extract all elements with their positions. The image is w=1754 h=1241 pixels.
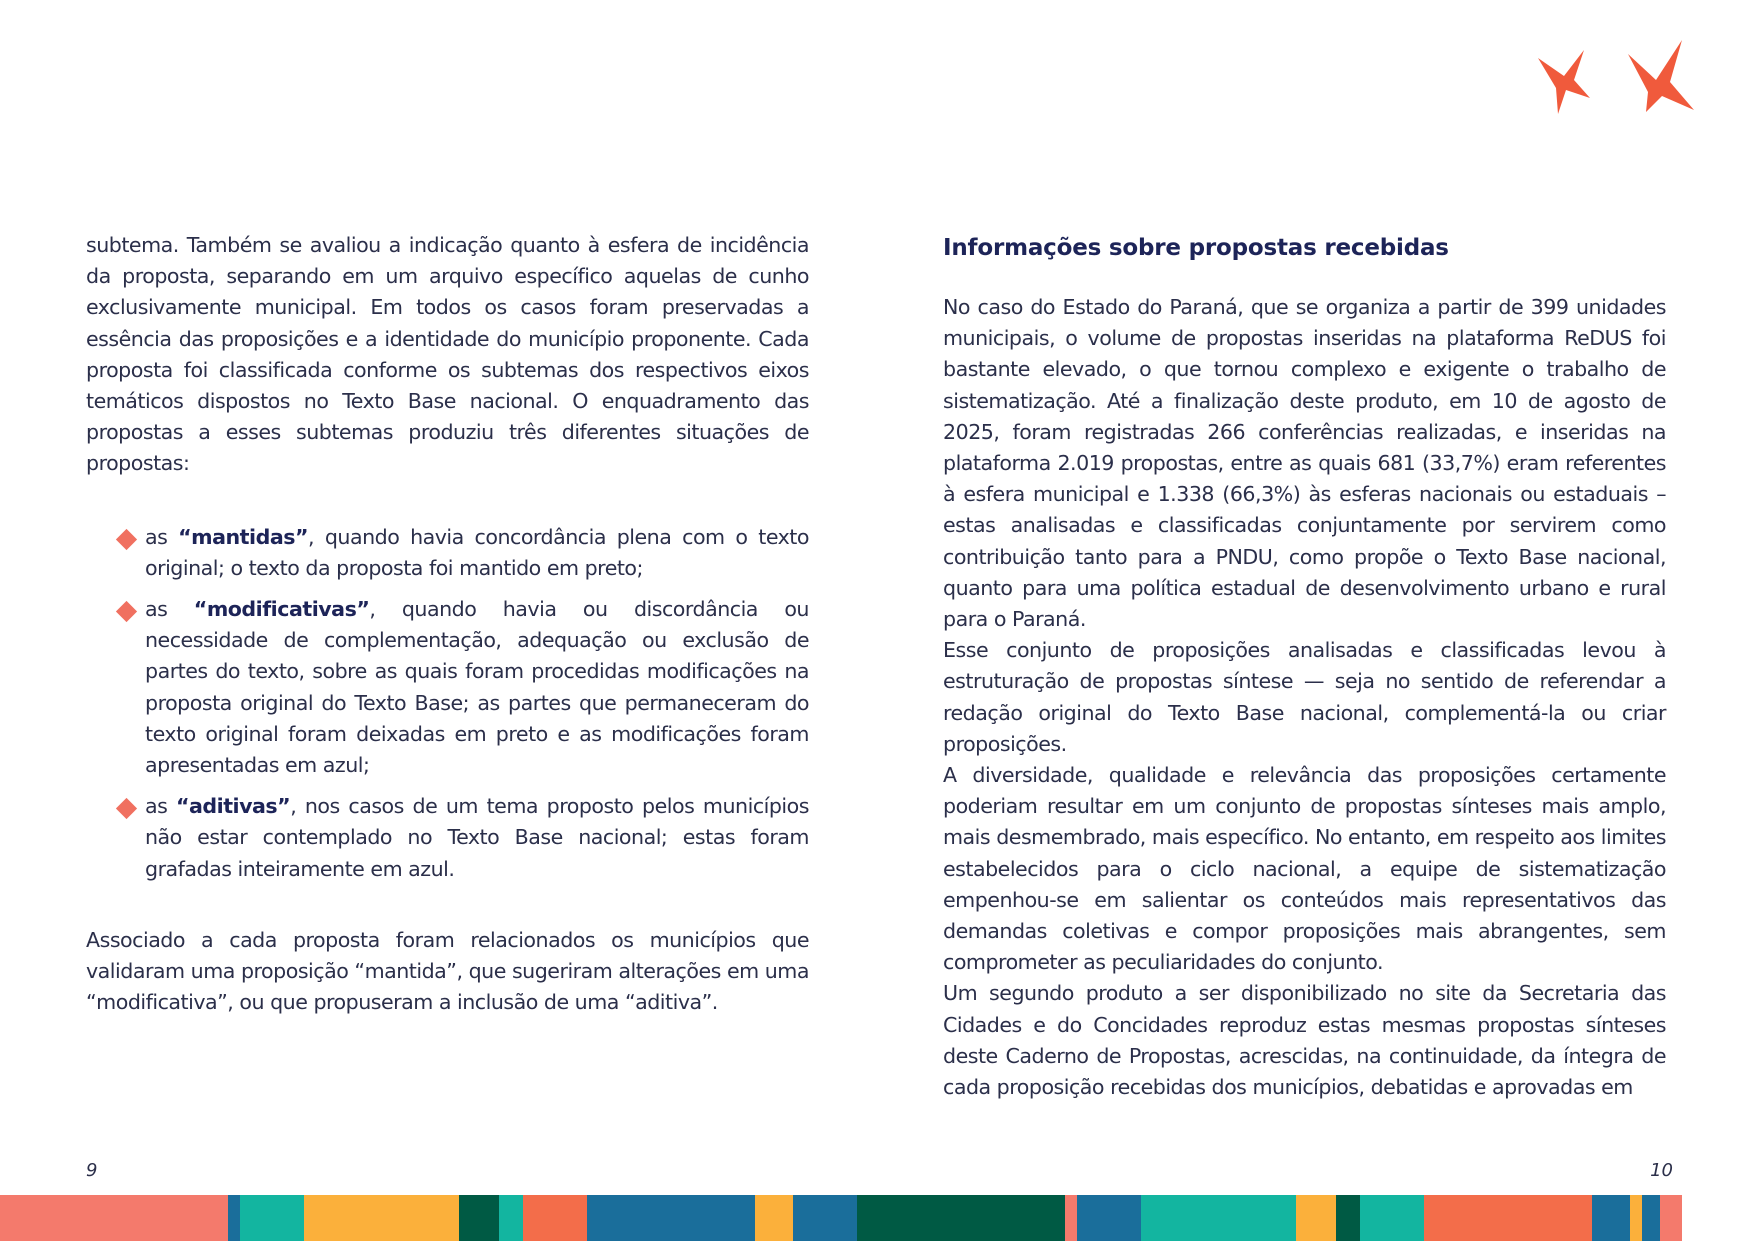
stripe-segment xyxy=(1077,1195,1141,1241)
list-item: as “mantidas”, quando havia concordância plena com o texto original; o texto da proposta foi mantido em preto; xyxy=(86,522,809,584)
stripe-segment xyxy=(1296,1195,1336,1241)
stripe-segment xyxy=(793,1195,857,1241)
stripe-segment xyxy=(1141,1195,1296,1241)
closing-paragraph: Associado a cada proposta foram relacionados os municípios que validaram uma proposição “mantida”, que sugeriram alterações em uma “modificativa”, ou que propuseram a inclusão de uma “aditiva”. xyxy=(86,927,809,1015)
bird-logo-icon xyxy=(1530,36,1720,126)
stripe-segment xyxy=(228,1195,240,1241)
paragraph: A diversidade, qualidade e relevância das proposições certamente poderiam resultar em um conjunto de propostas sínteses mais amplo, mais desmembrado, mais específico. No entanto, em respeito aos limites estabelecidos para o ciclo nacional, a equipe de sistematização empenhou-se em salientar os conteúdos mais representativos das demandas coletivas e compor proposições mais abrangentes, sem comprometer as peculiaridades do conjunto. xyxy=(943,763,1666,975)
diamond-bullet-icon xyxy=(116,798,137,819)
stripe-segment xyxy=(1065,1195,1077,1241)
stripe-segment xyxy=(459,1195,499,1241)
right-page xyxy=(877,0,1754,1241)
stripe-segment xyxy=(1592,1195,1630,1241)
diamond-bullet-icon xyxy=(116,529,137,550)
paragraph: No caso do Estado do Paraná, que se organiza a partir de 399 unidades municipais, o volume de propostas inseridas na plataforma ReDUS foi bastante elevado, o que tornou complexo e exigente o trabalho de sistematização. Até a finalização deste produto, em 10 de agosto de 2025, foram registradas 266 conferências realizadas, e inseridas na plataforma 2.019 propostas, entre as quais 681 (33,7%) eram referentes à esfera municipal e 1.338 (66,3%) às esferas nacionais ou estaduais – estas analisadas e classificadas conjuntamente por servirem como contribuição tanto para a PNDU, como propõe o Texto Base nacional, quanto para uma política estadual de desenvolvimento urbano e rural para o Paraná. xyxy=(943,295,1666,632)
stripe-segment xyxy=(523,1195,587,1241)
stripe-segment xyxy=(755,1195,793,1241)
stripe-segment xyxy=(1424,1195,1592,1241)
right-column xyxy=(943,232,1666,1103)
proposal-types-list xyxy=(86,522,809,885)
page-number-right: 10 xyxy=(1650,1160,1673,1181)
intro-paragraph: subtema. Também se avaliou a indicação quanto à esfera de incidência da proposta, separando em um arquivo específico aquelas de cunho exclusivamente municipal. Em todos os casos foram preservadas a essência das proposições e a identidade do município proponente. Cada proposta foi classificada conforme os subtemas dos respectivos eixos temáticos dispostos no Texto Base nacional. O enquadramento das propostas a esses subtemas produziu três diferentes situações de propostas: xyxy=(86,233,809,476)
diamond-bullet-icon xyxy=(116,601,137,622)
page-number-left: 9 xyxy=(86,1160,98,1181)
stripe-segment xyxy=(304,1195,459,1241)
stripe-segment xyxy=(240,1195,304,1241)
stripe-segment xyxy=(1360,1195,1424,1241)
stripe-segment xyxy=(1660,1195,1682,1241)
stripe-segment xyxy=(1642,1195,1660,1241)
stripe-segment xyxy=(0,1195,228,1241)
stripe-segment xyxy=(1630,1195,1642,1241)
stripe-segment xyxy=(587,1195,755,1241)
stripe-segment xyxy=(1336,1195,1360,1241)
color-stripe-footer xyxy=(0,1195,1754,1241)
list-item: as “aditivas”, nos casos de um tema proposto pelos municípios não estar contemplado no Texto Base nacional; estas foram grafadas inteiramente em azul. xyxy=(86,791,809,885)
stripe-segment xyxy=(499,1195,523,1241)
left-column xyxy=(86,230,809,1018)
section-heading: Informações sobre propostas recebidas xyxy=(943,235,1449,261)
paragraph: Um segundo produto a ser disponibilizado no site da Secretaria das Cidades e do Concidades reproduz estas mesmas propostas sínteses deste Caderno de Propostas, acrescidas, na continuidade, da íntegra de cada proposição recebidas dos municípios, debatidas e aprovadas em xyxy=(943,981,1666,1100)
paragraph: Esse conjunto de proposições analisadas e classificadas levou à estruturação de propostas síntese — seja no sentido de referendar a redação original do Texto Base nacional, complementá-la ou criar proposições. xyxy=(943,638,1666,756)
stripe-segment xyxy=(857,1195,1065,1241)
list-item: as “modificativas”, quando havia ou discordância ou necessidade de complementação, adequação ou exclusão de partes do texto, sobre as quais foram procedidas modificações na proposta original do Texto Base; as partes que permaneceram do texto original foram deixadas em preto e as modificações foram apresentadas em azul; xyxy=(86,594,809,781)
